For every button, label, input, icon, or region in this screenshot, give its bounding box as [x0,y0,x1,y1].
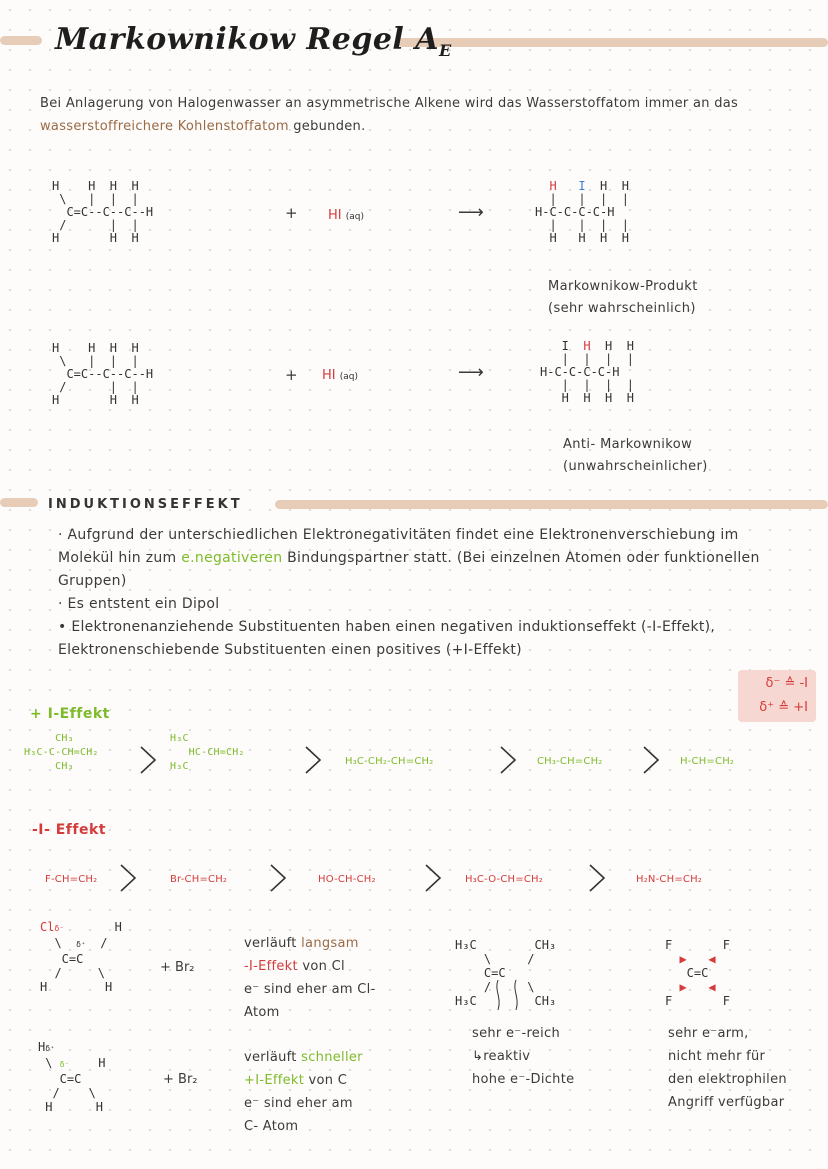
chevron-icon [302,744,324,776]
chevron-icon [586,862,608,894]
molecule-tetramethylethene: H₃C CH₃ \ / C=C / \ H₃C CH₃ [455,938,557,1008]
plus-i-item-3: H₃C-CH₂-CH=CH₂ [345,756,434,767]
legend-box: δ⁻ ≙ -I δ⁺ ≙ +I [738,670,816,722]
minus-i-effect-heading: -I- Effekt [32,822,106,838]
bullet-3: • Elektronenanziehende Substituenten haben einen negativen induktionseffekt (-I-Effekt), Elektronenschiebende Substituenten einen positives (+I-Effekt) [58,619,716,658]
chevron-icon [640,744,662,776]
molecule-tetrafluoroethene: F F ▶ ◀ C=C ▶ ◀ F F [665,938,731,1008]
reaction-arrow-2: ⟶ [458,362,484,383]
section-bar-left [0,498,38,507]
page-title: Markownikow Regel $A_E$ [55,22,452,60]
molecule-propene: Hδ⁺ \ δ⁻ H C=C / \ H H [38,1040,106,1114]
note-example-2: verläuft schneller +I-Effekt von C e⁻ sind eher am C- Atom [244,1050,363,1134]
plus-i-effect-heading: + I-Effekt [30,706,110,722]
reagent-hi-1: HI (aq) [328,208,365,223]
molecule-chloroethene: Clδ⁻ H \ δ⁺ / C=C / \ H H [40,920,122,994]
induktion-text [58,524,778,662]
note-electron-rich: sehr e⁻-reich ↳reaktiv hohe e⁻-Dichte [472,1026,575,1087]
reactant-alkene-2: H H H H \ | | | C=C--C--C--H / | | H H H [52,341,154,407]
plus-i-item-4: CH₃-CH=CH₂ [537,756,603,767]
intro-highlight-2: Kohlenstoffatom [177,119,289,134]
caption-anti-markownikow: Anti- Markownikow (unwahrscheinlicher) [563,437,708,474]
reaction-arrow-1: ⟶ [458,202,484,223]
title-bar-right [398,38,828,47]
product-markownikow: H I H H | | | | H-C-C-C-C-H | | | | H H H H [535,179,629,245]
intro-highlight-1: wasserstoffreichere [40,119,174,134]
plus-i-item-5: H-CH=CH₂ [680,756,735,767]
title-bar-left [0,36,42,45]
minus-i-item-5: H₂N-CH=CH₂ [636,874,703,885]
bullet-1: · Aufgrund der unterschiedlichen Elektronegativitäten findet eine Elektronenverschiebung im Molekül hin zum e.negativeren Bindungspartner statt. (Bei einzelnen Atomen oder funktionellen Gruppen) [58,527,760,589]
section-heading-induktion: INDUKTIONSEFFEKT [48,497,243,512]
reactant-alkene-1: H H H H \ | | | C=C--C--C--H / | | H H H [52,179,154,245]
product-anti-markownikow: I H H H | | | | H-C-C-C-C-H | | | | H H H H [540,339,634,405]
section-bar-right [275,500,828,509]
caption-markownikow: Markownikow-Produkt (sehr wahrscheinlich) [548,279,698,316]
chevron-icon [267,862,289,894]
chevron-icon [137,744,159,776]
plus-i-item-2: H₃C HC-CH=CH₂ H₃C [170,733,245,772]
minus-i-item-4: H₃C-O-CH=CH₂ [465,874,543,885]
note-example-1: verläuft langsam -I-Effekt von Cl e⁻ sind eher am Cl- Atom [244,936,376,1020]
chevron-icon [117,862,139,894]
chevron-icon [497,744,519,776]
plus-sign-1: + [285,204,298,222]
chevron-icon [422,862,444,894]
reagent-br2-2: + Br₂ [163,1072,198,1087]
arrows-icon [490,978,530,1014]
bullet-2: · Es entstent ein Dipol [58,596,220,612]
intro-text: Bei Anlagerung von Halogenwasser an asymmetrische Alkene wird das Wasserstoffatom immer an das wasserstoffreichere Kohlenstoffatom gebunden. [40,96,739,134]
minus-i-item-3: HO-CH-CH₂ [318,874,376,885]
plus-i-item-1: CH₃ H₃C-C-CH=CH₂ CH₃ [24,733,99,772]
minus-i-item-2: Br-CH=CH₂ [170,874,228,885]
minus-i-item-1: F-CH=CH₂ [45,874,98,885]
note-electron-poor: sehr e⁻arm, nicht mehr für den elektrophilen Angriff verfügbar [668,1026,787,1110]
reagent-hi-2: HI (aq) [322,368,359,383]
plus-sign-2: + [285,366,298,384]
reagent-br2-1: + Br₂ [160,960,195,975]
